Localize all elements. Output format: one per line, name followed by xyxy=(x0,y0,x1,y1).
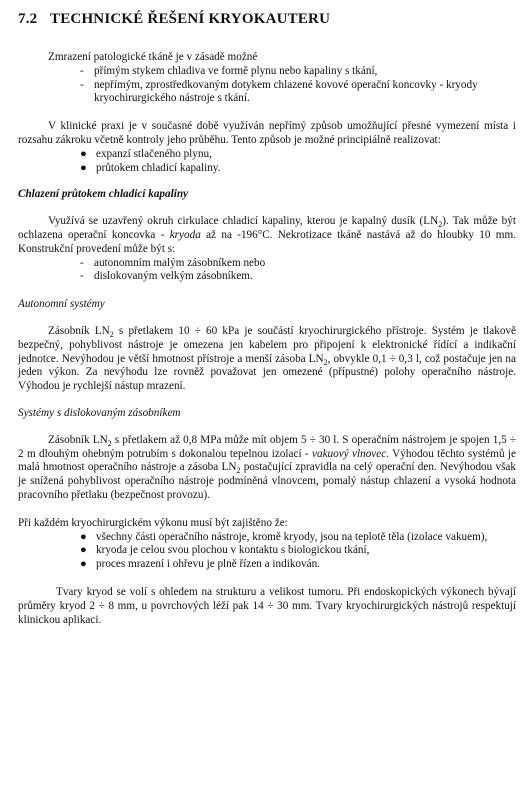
list-item: - dislokovaným velkým zásobníkem. xyxy=(80,270,253,283)
list-item: ● expanzí stlačeného plynu, xyxy=(80,147,212,160)
list-item: - nepřímým, zprostředkovaným dotykem chlazené kovové operační koncovky - kryody kryochirurgického nástroje s tkání. xyxy=(80,78,478,105)
requirements-lead: Při každém kryochirurgickém výkonu musí být zajištěno že: xyxy=(18,516,288,529)
list-item: ● všechny části operačního nástroje, kromě kryody, jsou na teplotě těla (izolace vakuem), xyxy=(80,530,488,543)
section-title: TECHNICKÉ ŘEŠENÍ KRYOKAUTERU xyxy=(50,11,331,27)
dislocated-title: Systémy s dislokovaným zásobníkem xyxy=(18,406,181,419)
list-item: - přímým stykem chladiva ve formě plynu nebo kapaliny s tkání, xyxy=(80,64,378,77)
list-item: - autonomním malým zásobníkem nebo xyxy=(80,256,266,269)
cooling-paragraph: Využívá se uzavřený okruh cirkulace chladicí kapaliny, kterou je kapalný dusík $(LN_2)$. Tak může být ochlazena operační koncovka - kryoda až na -196°C. Nekrotizace tkáně nastává až do hloubky 10 mm. Konstrukční provedení může být s: xyxy=(18,215,516,255)
cooling-title: Chlazení průtokem chladicí kapaliny xyxy=(18,188,189,201)
section-heading xyxy=(18,10,516,28)
list-item: ● proces mrazení i ohřevu je plně řízen a indikován. xyxy=(80,558,320,571)
list-item: ● průtokem chladicí kapaliny. xyxy=(80,161,221,174)
practice-paragraph: V klinické praxi je v současné době využíván nepřímý způsob umožňující přesné vymezení místa i rozsahu zákroku včetně kontroly jeho průběhu. Tento způsob je možné principiálně realizovat: xyxy=(18,120,516,146)
cooling-list xyxy=(18,257,516,285)
list-item: ● kryoda je celou svou plochou v kontaktu s biologickou tkání, xyxy=(80,544,370,557)
autonomous-paragraph: Zásobník $LN_2$ s přetlakem 10 ÷ 60 kPa je součástí kryochirurgického přístroje. Systém je tlakově bezpečný, pohyblivost nástroje je omezena jen kabelem pro připojení k elektronické řídící a indikační jednotce. Nevýhodou je větší hmotnost přístroje a menší zásoba $LN_2$, obvykle 0,1 ÷ 0,3 l, což postačuje jen na jeden výkon. Za nevýhodu lze rovněž považovat jen omezené (přípustné) polohy operačního nástroje. Výhodou je rychlejší nástup mrazení. xyxy=(18,324,516,393)
practice-list xyxy=(18,148,516,176)
dislocated-paragraph: Zásobník $LN_2$ s přetlakem až 0,8 MPa může mít objem 5 ÷ 30 l. S operačním nástrojem je spojen 1,5 ÷ 2 m dlouhým ohebným potrubím s dokonalou tepelnou izolací - vakuový vlnovec. Výhodou těchto systémů je malá hmotnost operačního nástroje a zásoba $LN_2$ postačující zpravidla na celý operační den. Nevýhodou však je snížená pohyblivost operačního nástroje podmíněná vlnovcem, pomalý nástup chlazení a vysoká hodnota pracovního přetlaku (bezpečnost provozu). xyxy=(18,433,516,501)
intro-list xyxy=(18,65,516,106)
closing-paragraph: Tvary kryod se volí s ohledem na strukturu a velikost tumoru. Při endoskopických výkonech bývají průměry kryod 2 ÷ 8 mm, u povrchových léží pak 14 ÷ 30 mm. Tvary kryochirurgických nástrojů respektují klinickou aplikaci. xyxy=(18,585,516,626)
requirements-list xyxy=(18,531,516,572)
document-page xyxy=(18,10,516,627)
autonomous-title: Autonomní systémy xyxy=(18,298,105,311)
section-number: 7.2 xyxy=(18,11,38,27)
intro-lead: Zmrazení patologické tkáně je v zásadě možné xyxy=(48,51,258,63)
